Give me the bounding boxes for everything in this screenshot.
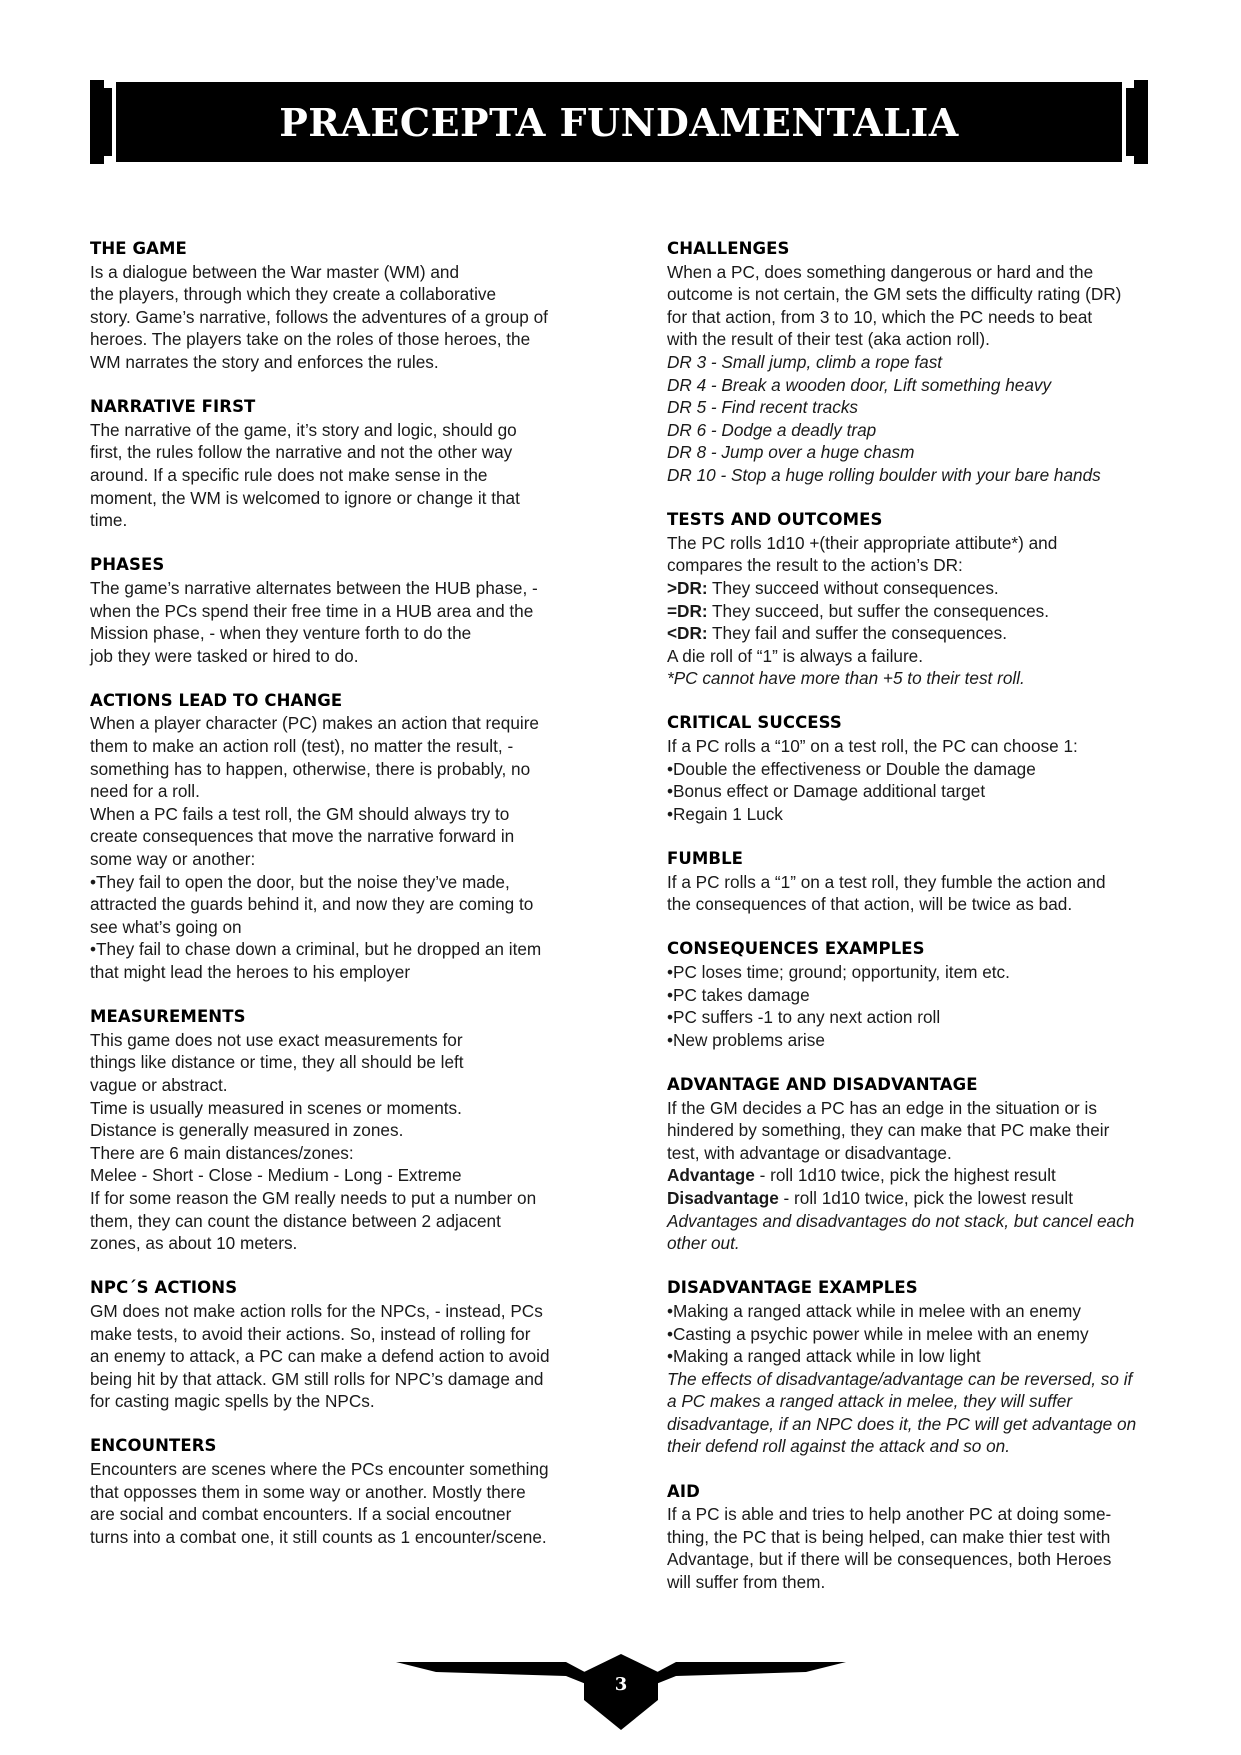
section-heading: TESTS AND OUTCOMES bbox=[667, 510, 883, 530]
body-line: are social and combat encounters. If a social encoutner bbox=[90, 1504, 512, 1525]
body-line: This game does not use exact measurements for bbox=[90, 1029, 463, 1050]
dr-example: DR 4 - Break a wooden door, Lift something heavy bbox=[667, 374, 1052, 395]
advantage-line bbox=[667, 1164, 1167, 1187]
body-line: see what’s going on bbox=[90, 916, 242, 937]
body-line: story. Game’s narrative, follows the adventures of a group of bbox=[90, 306, 548, 327]
disadvantage-line bbox=[667, 1187, 1167, 1210]
body-line: If a PC is able and tries to help another PC at doing some- bbox=[667, 1504, 1112, 1525]
right-column bbox=[667, 238, 1167, 1616]
section-heading: CHALLENGES bbox=[667, 239, 790, 258]
section-heading: DISADVANTAGE EXAMPLES bbox=[667, 1278, 918, 1298]
bullet-line: •Bonus effect or Damage additional target bbox=[667, 781, 986, 802]
body-line: If the GM decides a PC has an edge in the situation or is bbox=[667, 1097, 1097, 1118]
bullet-line: •They fail to open the door, but the noise they’ve made, bbox=[90, 871, 510, 892]
body-line: around. If a specific rule does not make sense in the bbox=[90, 464, 488, 485]
section-heading: ACTIONS LEAD TO CHANGE bbox=[90, 690, 343, 710]
section-heading: CRITICAL SUCCESS bbox=[667, 713, 842, 733]
body-line: The PC rolls 1d10 +(their appropriate attibute*) and bbox=[667, 532, 1058, 553]
dr-example: DR 5 - Find recent tracks bbox=[667, 397, 859, 418]
body-line: them to make an action roll (test), no matter the result, - bbox=[90, 736, 514, 757]
section-heading: THE GAME bbox=[90, 239, 187, 258]
body-line: Is a dialogue between the War master (WM) and bbox=[90, 261, 460, 282]
section-the-game bbox=[90, 238, 590, 374]
body-line: test, with advantage or disadvantage. bbox=[667, 1142, 952, 1163]
body-line: create consequences that move the narrative forward in bbox=[90, 826, 515, 847]
bullet-line: •Making a ranged attack while in melee with an enemy bbox=[667, 1300, 1081, 1321]
advantage-label: Advantage bbox=[667, 1165, 755, 1186]
body-line: when the PCs spend their free time in a HUB area and the bbox=[90, 600, 534, 621]
body-line: attracted the guards behind it, and now they are coming to bbox=[90, 894, 534, 915]
outcome-text: They succeed, but suffer the consequences. bbox=[707, 600, 1050, 621]
page-number: 3 bbox=[614, 1674, 628, 1695]
italic-note: their defend roll against the attack and so on. bbox=[667, 1436, 1011, 1457]
outcome-line bbox=[667, 577, 1167, 600]
body-line: Mission phase, - when they venture forth to do the bbox=[90, 623, 472, 644]
italic-note: disadvantage, if an NPC does it, the PC will get advantage on bbox=[667, 1413, 1137, 1434]
section-advantage-and-disadvantage bbox=[667, 1074, 1167, 1255]
body-line: thing, the PC that is being helped, can make thier test with bbox=[667, 1526, 1111, 1547]
section-narrative-first bbox=[90, 396, 590, 532]
dr-example: DR 3 - Small jump, climb a rope fast bbox=[667, 351, 943, 372]
body-line: turns into a combat one, it still counts as 1 encounter/scene. bbox=[90, 1526, 547, 1547]
body-line: that opposses them in some way or another. Mostly there bbox=[90, 1481, 526, 1502]
body-line: The narrative of the game, it’s story and logic, should go bbox=[90, 419, 517, 440]
body-line: vague or abstract. bbox=[90, 1074, 228, 1095]
section-aid bbox=[667, 1481, 1167, 1594]
left-column bbox=[90, 238, 590, 1571]
body-line: zones, as about 10 meters. bbox=[90, 1233, 298, 1254]
section-heading: NARRATIVE FIRST bbox=[90, 397, 256, 417]
body-line: time. bbox=[90, 510, 128, 531]
disadvantage-label: Disadvantage bbox=[667, 1187, 779, 1208]
body-line: the players, through which they create a collaborative bbox=[90, 284, 497, 305]
section-heading: MEASUREMENTS bbox=[90, 1007, 246, 1027]
bullet-line: •Regain 1 Luck bbox=[667, 803, 783, 824]
bullet-line: •Making a ranged attack while in low light bbox=[667, 1346, 981, 1367]
body-line: for that action, from 3 to 10, which the PC needs to beat bbox=[667, 306, 1093, 327]
body-line: for casting magic spells by the NPCs. bbox=[90, 1391, 375, 1412]
section-consequences-examples bbox=[667, 938, 1167, 1051]
bullet-line: •They fail to chase down a criminal, but he dropped an item bbox=[90, 939, 542, 960]
outcome-text: They fail and suffer the consequences. bbox=[707, 623, 1007, 644]
italic-note: a PC makes a ranged attack in melee, they will suffer bbox=[667, 1391, 1073, 1412]
body-line: being hit by that attack. GM still rolls for NPC’s damage and bbox=[90, 1368, 544, 1389]
section-disadvantage-examples bbox=[667, 1277, 1167, 1458]
body-line: GM does not make action rolls for the NPCs, - instead, PCs bbox=[90, 1300, 543, 1321]
body-line: A die roll of “1” is always a failure. bbox=[667, 645, 924, 666]
body-line: WM narrates the story and enforces the rules. bbox=[90, 351, 439, 372]
body-line: If a PC rolls a “1” on a test roll, they fumble the action and bbox=[667, 871, 1106, 892]
body-line: compares the result to the action’s DR: bbox=[667, 555, 963, 576]
body-line: hindered by something, they can make that PC make their bbox=[667, 1120, 1110, 1141]
body-line: outcome is not certain, the GM sets the difficulty rating (DR) bbox=[667, 284, 1122, 305]
page-title: PRAECEPTA FUNDAMENTALIA bbox=[279, 99, 959, 145]
bullet-line: •New problems arise bbox=[667, 1029, 825, 1050]
body-line: things like distance or time, they all should be left bbox=[90, 1052, 464, 1073]
outcome-label: <DR: bbox=[667, 623, 708, 644]
section-heading: FUMBLE bbox=[667, 849, 744, 869]
outcome-line bbox=[667, 600, 1167, 623]
italic-note: Advantages and disadvantages do not stack, but cancel each bbox=[667, 1210, 1135, 1231]
body-line: If for some reason the GM really needs to put a number on bbox=[90, 1187, 537, 1208]
section-phases bbox=[90, 554, 590, 667]
body-line: will suffer from them. bbox=[667, 1572, 826, 1593]
outcome-text: They succeed without consequences. bbox=[707, 577, 999, 598]
outcome-label: =DR: bbox=[667, 600, 708, 621]
outcome-line bbox=[667, 622, 1167, 645]
disadvantage-text: - roll 1d10 twice, pick the lowest result bbox=[778, 1187, 1073, 1208]
body-line: heroes. The players take on the roles of those heroes, the bbox=[90, 329, 531, 350]
body-line: Encounters are scenes where the PCs encounter something bbox=[90, 1459, 549, 1480]
body-line: make tests, to avoid their actions. So, instead of rolling for bbox=[90, 1323, 531, 1344]
body-line: There are 6 main distances/zones: bbox=[90, 1142, 354, 1163]
body-line: When a PC fails a test roll, the GM should always try to bbox=[90, 803, 510, 824]
dr-example: DR 8 - Jump over a huge chasm bbox=[667, 442, 915, 463]
page-footer bbox=[396, 1652, 846, 1732]
body-line: the consequences of that action, will be twice as bad. bbox=[667, 894, 1073, 915]
section-tests-and-outcomes bbox=[667, 509, 1167, 690]
body-line: When a player character (PC) makes an action that require bbox=[90, 713, 539, 734]
body-line: The game’s narrative alternates between the HUB phase, - bbox=[90, 577, 538, 598]
body-line: Distance is generally measured in zones. bbox=[90, 1120, 404, 1141]
section-encounters bbox=[90, 1435, 590, 1548]
dr-example: DR 6 - Dodge a deadly trap bbox=[667, 419, 877, 440]
bullet-line: •PC loses time; ground; opportunity, item etc. bbox=[667, 962, 1010, 982]
section-challenges bbox=[667, 238, 1167, 487]
body-line: If a PC rolls a “10” on a test roll, the PC can choose 1: bbox=[667, 736, 1078, 757]
section-critical-success bbox=[667, 712, 1167, 825]
outcome-label: >DR: bbox=[667, 577, 708, 598]
body-line: job they were tasked or hired to do. bbox=[90, 645, 359, 666]
body-line: first, the rules follow the narrative and not the other way bbox=[90, 442, 513, 463]
body-line: something has to happen, otherwise, there is probably, no bbox=[90, 758, 531, 779]
body-line: Time is usually measured in scenes or moments. bbox=[90, 1097, 462, 1118]
section-heading: NPC´S ACTIONS bbox=[90, 1278, 238, 1298]
body-line: them, they can count the distance between 2 adjacent bbox=[90, 1210, 501, 1231]
italic-note: other out. bbox=[667, 1233, 740, 1254]
bullet-line: •Double the effectiveness or Double the damage bbox=[667, 758, 1036, 779]
body-line: When a PC, does something dangerous or hard and the bbox=[667, 261, 1094, 282]
body-line: need for a roll. bbox=[90, 781, 200, 802]
title-banner bbox=[90, 80, 1148, 164]
bullet-line: •PC suffers -1 to any next action roll bbox=[667, 1007, 941, 1028]
section-fumble bbox=[667, 848, 1167, 916]
section-heading: PHASES bbox=[90, 555, 165, 575]
dr-example: DR 10 - Stop a huge rolling boulder with your bare hands bbox=[667, 464, 1101, 485]
advantage-text: - roll 1d10 twice, pick the highest result bbox=[754, 1165, 1056, 1186]
footnote: *PC cannot have more than +5 to their test roll. bbox=[667, 668, 1025, 689]
section-heading: AID bbox=[667, 1481, 700, 1501]
section-heading: ADVANTAGE AND DISADVANTAGE bbox=[667, 1074, 978, 1094]
section-actions-lead-to-change bbox=[90, 690, 590, 984]
body-line: some way or another: bbox=[90, 849, 256, 870]
body-line: an enemy to attack, a PC can make a defend action to avoid bbox=[90, 1346, 550, 1367]
section-heading: CONSEQUENCES EXAMPLES bbox=[667, 939, 925, 959]
italic-note: The effects of disadvantage/advantage can be reversed, so if bbox=[667, 1368, 1133, 1389]
bullet-line: •PC takes damage bbox=[667, 984, 810, 1005]
body-line: Melee - Short - Close - Medium - Long - Extreme bbox=[90, 1165, 462, 1186]
section-measurements bbox=[90, 1006, 590, 1255]
body-line: Advantage, but if there will be consequences, both Heroes bbox=[667, 1549, 1112, 1570]
section-npcs-actions bbox=[90, 1277, 590, 1413]
bullet-line: •Casting a psychic power while in melee with an enemy bbox=[667, 1323, 1089, 1344]
body-line: that might lead the heroes to his employer bbox=[90, 962, 411, 982]
body-line: moment, the WM is welcomed to ignore or change it that bbox=[90, 487, 520, 508]
section-heading: ENCOUNTERS bbox=[90, 1436, 217, 1456]
body-line: with the result of their test (aka action roll). bbox=[667, 329, 990, 350]
